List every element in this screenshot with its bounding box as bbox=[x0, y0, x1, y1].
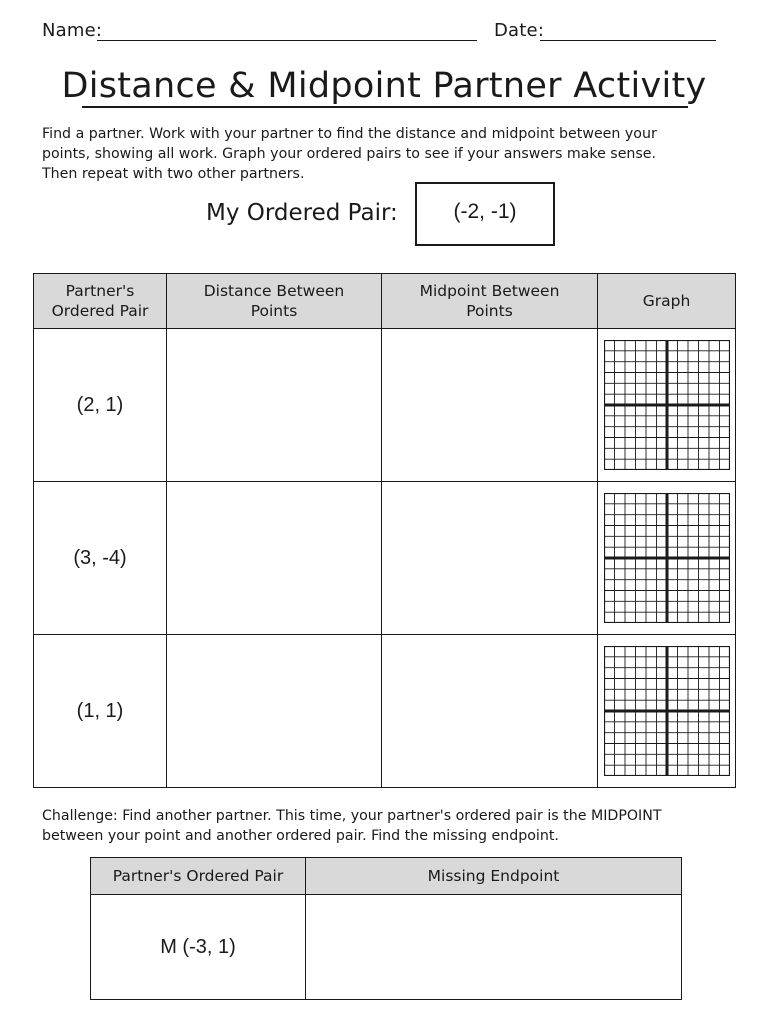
partner-pair-cell: (1, 1) bbox=[34, 635, 167, 788]
header-distance: Distance Between Points bbox=[167, 274, 382, 329]
distance-cell[interactable] bbox=[167, 635, 382, 788]
my-ordered-pair-label: My Ordered Pair: bbox=[206, 200, 398, 226]
distance-cell[interactable] bbox=[167, 482, 382, 635]
coordinate-grid[interactable] bbox=[604, 340, 730, 470]
table-row bbox=[34, 329, 736, 482]
page-title: Distance & Midpoint Partner Activity bbox=[61, 66, 707, 106]
table-row bbox=[34, 635, 736, 788]
coordinate-grid[interactable] bbox=[604, 646, 730, 776]
header-missing-endpoint: Missing Endpoint bbox=[306, 858, 682, 895]
graph-cell[interactable] bbox=[598, 329, 736, 482]
midpoint-cell[interactable] bbox=[382, 329, 598, 482]
header-partner-pair: Partner's Ordered Pair bbox=[34, 274, 167, 329]
challenge-pair-cell: M (-3, 1) bbox=[91, 895, 306, 1000]
header-midpoint: Midpoint Between Points bbox=[382, 274, 598, 329]
instructions-text: Find a partner. Work with your partner to find the distance and midpoint between your points, showing all work. Graph your ordered pairs to see if your answers make sense. Then repeat with two other partners. bbox=[42, 126, 657, 182]
partner-pair-cell: (2, 1) bbox=[34, 329, 167, 482]
date-blank[interactable] bbox=[540, 40, 716, 41]
name-blank[interactable] bbox=[97, 40, 477, 41]
date-label: Date: bbox=[494, 20, 545, 41]
name-label: Name: bbox=[42, 20, 103, 41]
table-row bbox=[91, 895, 682, 1000]
title-underline bbox=[82, 106, 688, 108]
table-row bbox=[34, 482, 736, 635]
header-challenge-partner-pair: Partner's Ordered Pair bbox=[91, 858, 306, 895]
graph-cell[interactable] bbox=[598, 635, 736, 788]
midpoint-cell[interactable] bbox=[382, 635, 598, 788]
partner-table bbox=[33, 273, 736, 788]
header-graph: Graph bbox=[598, 274, 736, 329]
my-ordered-pair-box: (-2, -1) bbox=[415, 182, 555, 246]
missing-endpoint-cell[interactable] bbox=[306, 895, 682, 1000]
challenge-table bbox=[90, 857, 682, 1000]
midpoint-cell[interactable] bbox=[382, 482, 598, 635]
graph-cell[interactable] bbox=[598, 482, 736, 635]
challenge-table-header bbox=[91, 858, 682, 895]
partner-table-header bbox=[34, 274, 736, 329]
distance-cell[interactable] bbox=[167, 329, 382, 482]
partner-pair-cell: (3, -4) bbox=[34, 482, 167, 635]
challenge-text: Challenge: Find another partner. This time, your partner's ordered pair is the MIDPOINT between your point and another ordered pair. Find the missing endpoint. bbox=[42, 808, 662, 844]
coordinate-grid[interactable] bbox=[604, 493, 730, 623]
